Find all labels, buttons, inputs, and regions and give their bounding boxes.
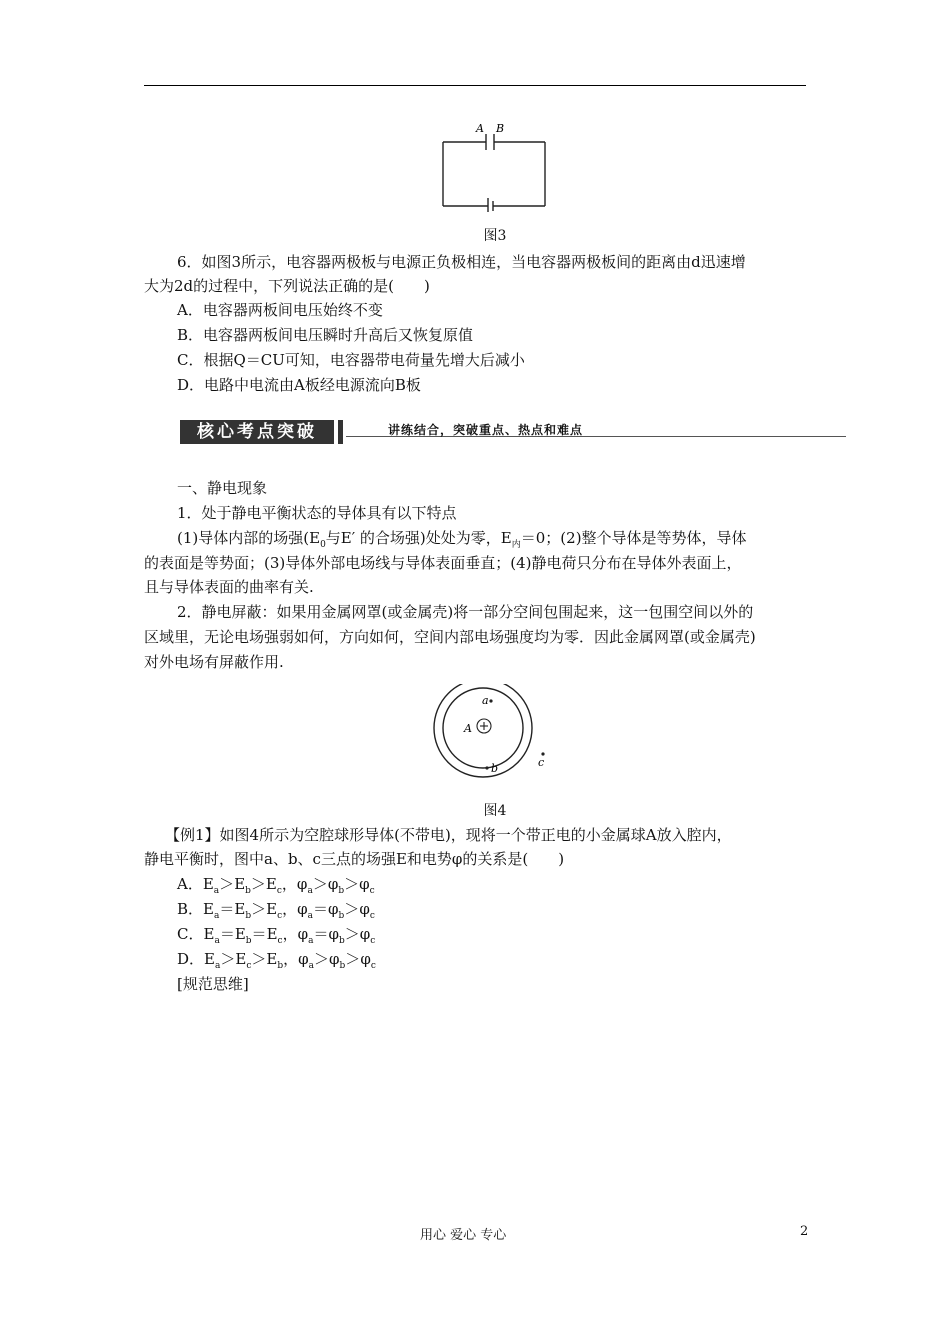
example-1-line-1: 【例1】如图4所示为空腔球形导体(不带电)，现将一个带正电的小金属球A放入腔内， xyxy=(165,826,732,844)
banner-subtitle: 讲练结合，突破重点、热点和难点 xyxy=(388,423,584,437)
question-6-option-c: C．根据Q＝CU可知，电容器带电荷量先增大后减小 xyxy=(177,351,525,369)
point-1-title: 1．处于静电平衡状态的导体具有以下特点 xyxy=(177,504,457,522)
point-1-line-2: 的表面是等势面；(3)导体外部电场线与导体表面垂直；(4)静电荷只分布在导体外表面上， xyxy=(144,554,742,572)
point-2-line-1: 2．静电屏蔽：如果用金属网罩(或金属壳)将一部分空间包围起来，这一包围空间以外的 xyxy=(177,603,754,621)
figure-4-label-b: b xyxy=(491,762,499,775)
figure-4-caption: 图4 xyxy=(483,803,507,819)
question-6-line-1: 6．如图3所示，电容器两极板与电源正负极相连，当电容器两极板间的距离由d迅速增 xyxy=(177,253,746,271)
figure-4-label-c: c xyxy=(538,756,545,769)
point-2-line-2: 区域里，无论电场强弱如何，方向如何，空间内部电场强度均为零．因此金属网罩(或金属壳) xyxy=(144,628,756,646)
header-rule xyxy=(144,85,806,86)
question-6-option-a: A．电容器两板间电压始终不变 xyxy=(177,301,383,319)
banner-title: 核心考点突破 xyxy=(180,420,334,444)
point-b-dot xyxy=(485,766,488,769)
question-6-line-2: 大为2d的过程中，下列说法正确的是( ) xyxy=(144,277,430,295)
question-6-option-d: D．电路中电流由A板经电源流向B板 xyxy=(177,376,421,394)
section-banner xyxy=(178,418,848,446)
example-1-thinking: [规范思维] xyxy=(177,975,249,993)
page-number: 2 xyxy=(800,1224,809,1239)
point-a-dot xyxy=(489,699,492,702)
example-1-line-2: 静电平衡时，图中a、b、c三点的场强E和电势φ的关系是( ) xyxy=(144,850,565,868)
figure-3-caption: 图3 xyxy=(483,228,507,244)
point-2-line-3: 对外电场有屏蔽作用. xyxy=(144,653,284,671)
footer-text: 用心 爱心 专心 xyxy=(420,1228,507,1243)
figure-4-label-A: A xyxy=(464,722,472,735)
point-1-line-1: (1)导体内部的场强($E_0$与E′ 的合场强)处处为零，$E_内=0$；(2)整个导体是等势体，导体 xyxy=(177,529,747,550)
point-1-line-3: 且与导体表面的曲率有关. xyxy=(144,578,314,596)
section-heading: 一、静电现象 xyxy=(177,479,268,497)
example-1-option-d: D．$E_a>E_c>E_b$，$\varphi_a>\varphi_b>\varphi_c$ xyxy=(177,950,376,971)
figure-3-circuit xyxy=(440,120,550,212)
figure-3-label-b: B xyxy=(496,122,505,135)
example-1-option-b: B．$E_a=E_b>E_c$，$\varphi_a=\varphi_b>\varphi_c$ xyxy=(177,900,375,921)
example-1-tag: 【例1】 xyxy=(165,826,220,844)
example-1-option-a: A．$E_a>E_b>E_c$，$\varphi_a>\varphi_b>\varphi_c$ xyxy=(177,875,375,896)
figure-4-hollow-sphere xyxy=(430,684,560,784)
figure-3-label-a: A xyxy=(476,122,484,135)
example-1-option-c: C．$E_a=E_b=E_c$，$\varphi_a=\varphi_b>\varphi_c$ xyxy=(177,925,376,946)
question-6-option-b: B．电容器两板间电压瞬时升高后又恢复原值 xyxy=(177,326,474,344)
figure-4-label-a: a xyxy=(482,694,489,707)
banner-divider xyxy=(338,420,343,444)
